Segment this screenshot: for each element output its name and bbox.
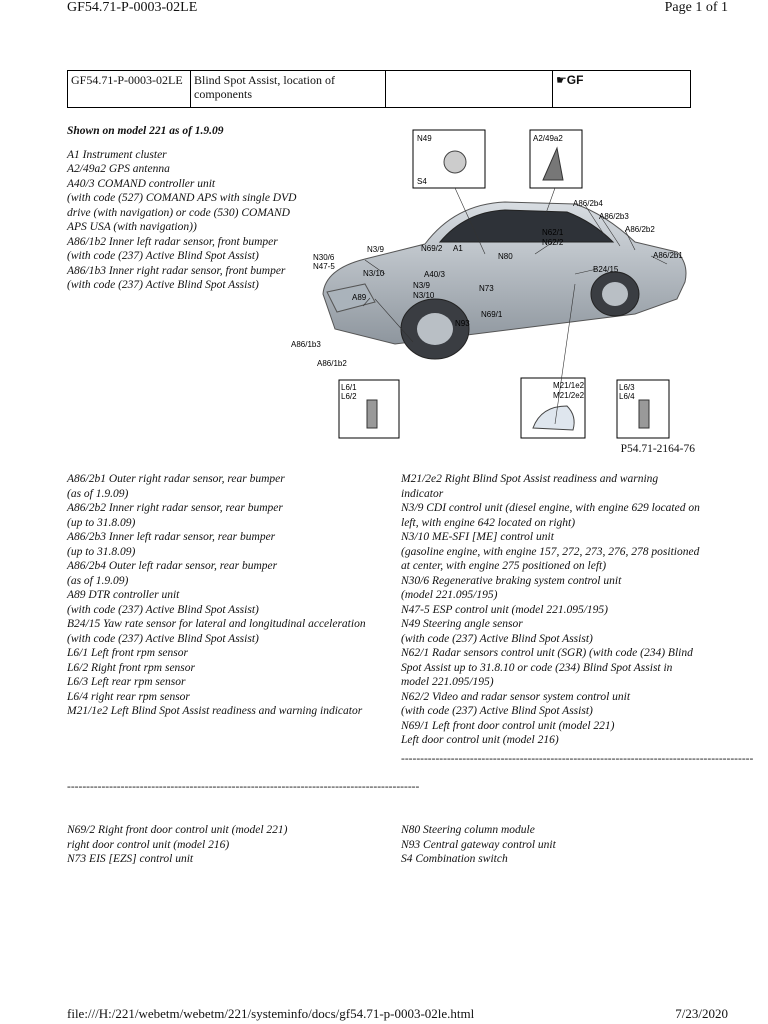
label-a40-3: A40/3: [424, 270, 445, 279]
legend-line: M21/1e2 Left Blind Spot Assist readiness and warning indicator: [67, 705, 363, 717]
figure-caption: P54.71-2164-76: [620, 443, 695, 455]
legend-line: N80 Steering column module: [401, 824, 535, 836]
legend-line: right door control unit (model 216): [67, 838, 230, 851]
label-a2-49a2: A2/49a2: [533, 134, 563, 143]
label-n80: N80: [498, 252, 513, 261]
header-doc-id: GF54.71-P-0003-02LE: [67, 0, 198, 15]
document-title-table: [67, 70, 691, 108]
label-a89: A89: [352, 293, 367, 302]
legend-line: N62/2 Video and radar sensor system control unit: [401, 690, 631, 703]
legend-line: N49 Steering angle sensor: [401, 618, 523, 630]
legend-line: N3/9 CDI control unit (diesel engine, with engine 629 located on left, with engine 642 located on right): [401, 502, 700, 529]
label-a86-1b2: A86/1b2: [317, 359, 347, 368]
intro-line: A2/49a2 GPS antenna: [67, 163, 170, 175]
legend-line: N69/2 Right front door control unit (model 221): [67, 824, 288, 836]
label-n62-2: N62/2: [542, 238, 564, 247]
label-l6-1: L6/1: [341, 383, 357, 392]
legend-line: M21/2e2 Right Blind Spot Assist readiness and warning indicator: [401, 473, 659, 500]
title-table-logo-cell: [553, 71, 691, 108]
label-n62-1: N62/1: [542, 228, 564, 237]
legend-line: L6/4 right rear rpm sensor: [67, 690, 190, 703]
label-n93: N93: [455, 319, 470, 328]
legend-line: (with code (237) Active Blind Spot Assist): [401, 632, 593, 645]
legend-line: N3/10 ME-SFI [ME] control unit: [401, 531, 554, 543]
legend-line: N62/1 Radar sensors control unit (SGR) (with code (234) Blind Spot Assist up to 31.8.10 or code (234) Blind Spot Assist in model 221.095/195): [401, 647, 693, 688]
legend-line: Left door control unit (model 216): [401, 734, 559, 746]
legend-line: N73 EIS [EZS] control unit: [67, 853, 194, 865]
label-s4: S4: [417, 177, 427, 186]
legend-line: (with code (237) Active Blind Spot Assist): [67, 632, 259, 645]
legend-line: A89 DTR controller unit: [67, 589, 180, 601]
legend-column-1: [67, 472, 367, 719]
label-l6-4: L6/4: [619, 392, 635, 401]
legend-line: A86/2b3 Inner left radar sensor, rear bumper: [67, 531, 276, 543]
car-illustration: [291, 124, 695, 442]
title-table-empty-cell: [386, 71, 553, 108]
legend-line: N93 Central gateway control unit: [401, 838, 556, 851]
label-m21-1e2: M21/1e2: [553, 381, 585, 390]
label-m21-2e2: M21/2e2: [553, 391, 585, 400]
separator-dashes-right: --------------------------------------------------------------------------------------------: [401, 753, 754, 765]
label-n69-2: N69/2: [421, 244, 443, 253]
pointing-hand-icon: ☛: [556, 73, 567, 87]
legend-line: B24/15 Yaw rate sensor for lateral and longitudinal acceleration: [67, 618, 366, 630]
label-n3-9-upper: N3/9: [367, 245, 384, 254]
legend-line: A86/2b2 Inner right radar sensor, rear bumper: [67, 502, 283, 514]
legend-line: L6/2 Right front rpm sensor: [67, 661, 196, 674]
separator-dashes-left: --------------------------------------------------------------------------------------------: [67, 781, 420, 793]
label-a1: A1: [453, 244, 463, 253]
label-n49: N49: [417, 134, 432, 143]
component-location-figure: [291, 124, 695, 442]
label-n3-10-lower: N3/10: [413, 291, 435, 300]
legend-line: S4 Combination switch: [401, 853, 508, 865]
intro-line: A86/1b2 Inner left radar sensor, front bumper (with code (237) Active Blind Spot Assist): [67, 235, 281, 262]
label-n3-9-lower: N3/9: [413, 281, 430, 290]
footer-file-path: file:///H:/221/webetm/webetm/221/systeminfo/docs/gf54.71-p-0003-02le.html: [67, 1006, 475, 1021]
header-page-number: Page 1 of 1: [664, 0, 728, 15]
legend-line: A86/2b4 Outer left radar sensor, rear bumper: [67, 560, 278, 572]
title-table-subject: Blind Spot Assist, location of components: [191, 71, 386, 108]
legend-line: L6/1 Left front rpm sensor: [67, 647, 188, 659]
front-rpm-sensor-shape: [367, 400, 377, 428]
legend-column-3: [67, 823, 367, 867]
intro-line: (with code (237) Active Blind Spot Assist): [67, 279, 259, 291]
label-n47-5: N47-5: [313, 262, 335, 271]
steering-sensor-shape: [444, 151, 466, 173]
rear-rpm-sensor-shape: [639, 400, 649, 428]
legend-line: N30/6 Regenerative braking system control unit: [401, 574, 622, 587]
legend-line: (model 221.095/195): [401, 589, 498, 601]
intro-line: A1 Instrument cluster: [67, 148, 167, 161]
legend-line: (as of 1.9.09): [67, 574, 129, 587]
label-n73: N73: [479, 284, 494, 293]
label-a86-2b3: A86/2b3: [599, 212, 629, 221]
label-l6-2: L6/2: [341, 392, 357, 401]
label-n30-6: N30/6: [313, 253, 335, 262]
label-a86-2b2: A86/2b2: [625, 225, 655, 234]
legend-line: N69/1 Left front door control unit (model 221): [401, 719, 615, 732]
legend-column-4: [401, 823, 701, 867]
rear-wheel-rim: [602, 282, 628, 306]
label-a86-2b1: A86/2b1: [653, 251, 683, 260]
label-a86-2b4: A86/2b4: [573, 199, 603, 208]
label-l6-3: L6/3: [619, 383, 635, 392]
title-table-id: GF54.71-P-0003-02LE: [68, 71, 191, 108]
front-wheel-rim: [417, 313, 453, 345]
label-b24-15: B24/15: [593, 265, 619, 274]
legend-line: (with code (237) Active Blind Spot Assist): [67, 603, 259, 616]
legend-line: A86/2b1 Outer right radar sensor, rear bumper: [67, 473, 285, 485]
footer-date: 7/23/2020: [675, 1006, 728, 1021]
legend-line: (gasoline engine, with engine 157, 272, 273, 276, 278 positioned at center, with engine 275 positioned on left): [401, 545, 700, 572]
label-a86-1b3: A86/1b3: [291, 340, 321, 349]
intro-line: A40/3 COMAND controller unit: [67, 177, 216, 190]
legend-line: (with code (237) Active Blind Spot Assist): [401, 705, 593, 717]
legend-line: (as of 1.9.09): [67, 487, 129, 500]
legend-line: N47-5 ESP control unit (model 221.095/195): [401, 603, 608, 616]
label-n69-1: N69/1: [481, 310, 503, 319]
intro-title: Shown on model 221 as of 1.9.09: [67, 125, 224, 137]
intro-line: A86/1b3 Inner right radar sensor, front bumper: [67, 264, 286, 277]
legend-line: L6/3 Left rear rpm sensor: [67, 676, 186, 688]
intro-line: (with code (527) COMAND APS with single DVD drive (with navigation) or code (530) COMAND APS USA (with navigation)): [67, 192, 300, 233]
legend-column-2: [401, 472, 701, 748]
legend-line: (up to 31.8.09): [67, 545, 136, 558]
gf-logo-text: GF: [566, 73, 584, 87]
legend-line: (up to 31.8.09): [67, 516, 136, 529]
intro-legend: [67, 124, 300, 293]
label-n3-10-upper: N3/10: [363, 269, 385, 278]
